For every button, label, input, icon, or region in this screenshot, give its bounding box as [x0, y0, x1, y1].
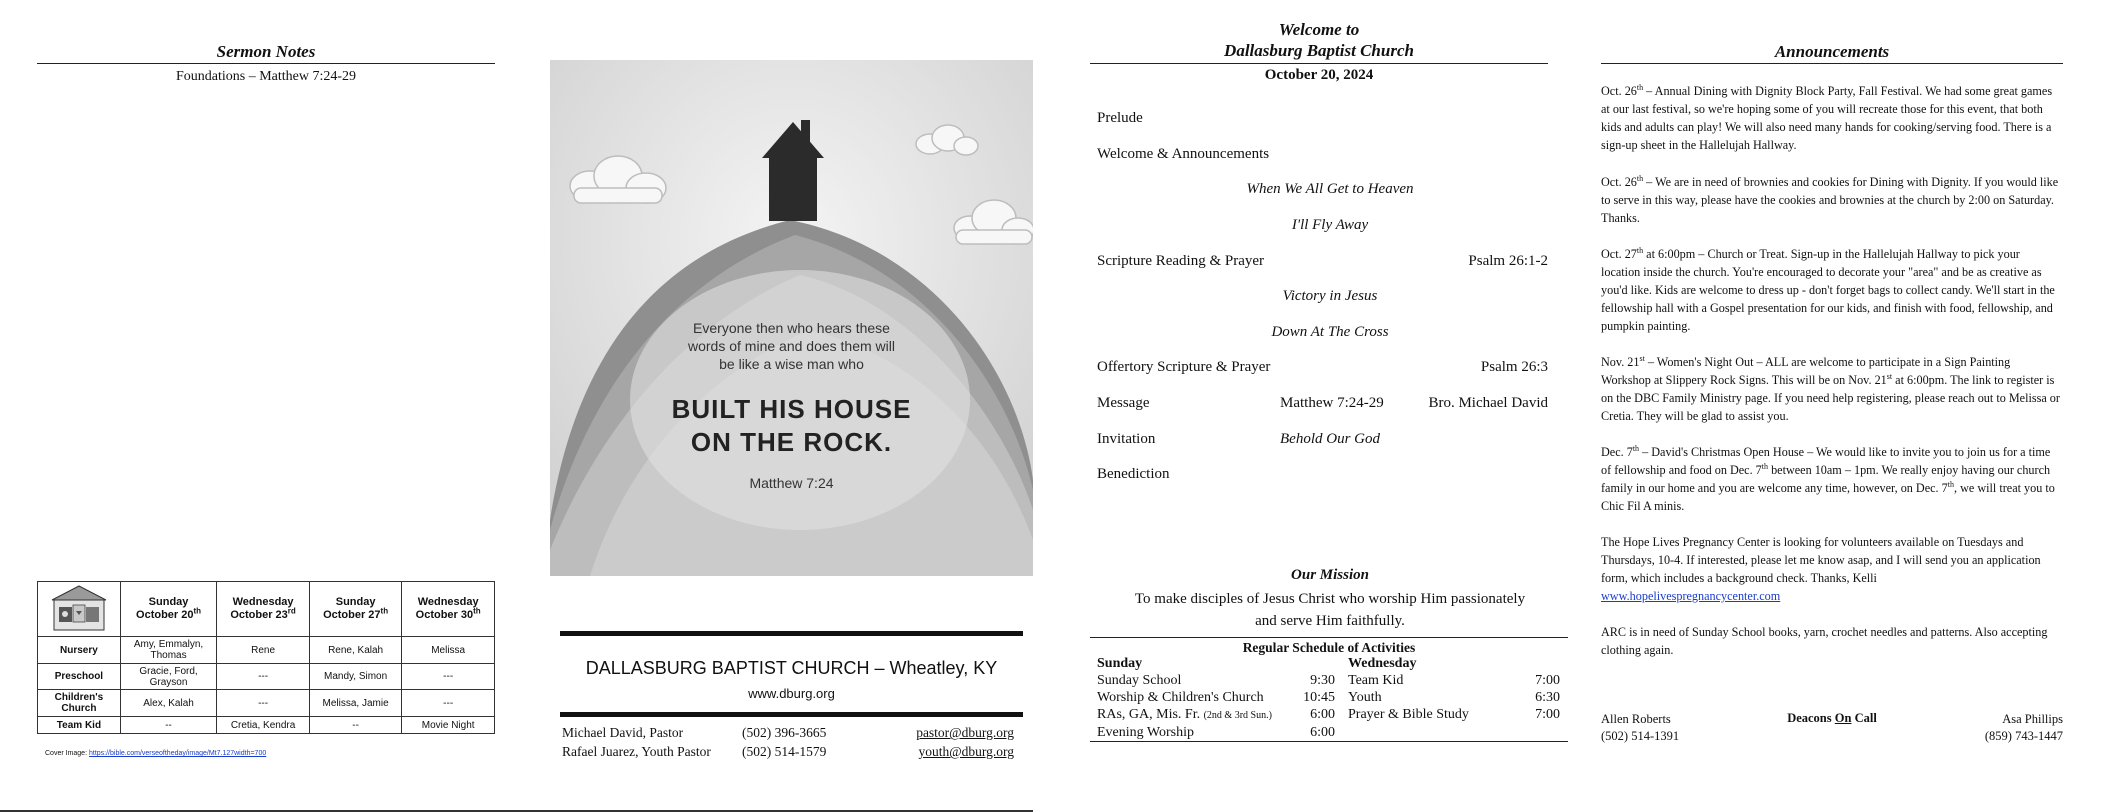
ow-song: Victory in Jesus: [1282, 288, 1378, 304]
sermon-heading-rule: [37, 63, 495, 64]
announcement-item: Oct. 26th – We are in need of brownies and cookies for Dining with Dignity. If you would like to serve in this way, please have the cookies and brownies at the church by 2:00 on Saturday. Thanks.: [1601, 173, 2059, 225]
staff-email[interactable]: pastor@dburg.org: [916, 725, 1014, 740]
volunteer-cell: Rene, Kalah: [309, 637, 401, 664]
volunteer-row-label: Preschool: [38, 664, 121, 690]
church-logo-icon: [46, 582, 112, 632]
volunteer-row-label: Team Kid: [38, 717, 121, 734]
deacon-name: Allen Roberts: [1601, 712, 1671, 726]
volunteer-col-date: October 20th: [136, 606, 202, 621]
ow-benediction: Benediction: [1097, 466, 1170, 482]
schedule-bottom-rule: [1090, 741, 1568, 742]
schedule-wednesday-list: [1348, 672, 1560, 723]
ow-message-ref: Matthew 7:24-29: [1280, 395, 1384, 411]
volunteer-col-day: Sunday: [148, 596, 189, 608]
volunteer-col-day: Wednesday: [417, 596, 479, 608]
volunteer-col-header: [402, 582, 495, 637]
announcements-heading: Announcements: [1774, 42, 1890, 61]
deacons-on-call-title: Deacons On Call: [1787, 711, 1877, 725]
announcements-heading-rule: [1601, 63, 2063, 64]
volunteer-cell: ---: [217, 664, 310, 690]
ow-welcome: Welcome & Announcements: [1097, 146, 1270, 162]
announcement-item: Nov. 21st – Women's Night Out – ALL are welcome to participate in a Sign Painting Workshop at Slippery Rock Signs. This will be on Nov. 21st at 6:00pm. The link to register is on the DBC Family Ministry page. If you need help registering, please reach out to Melissa or Cretia. They will be glad to assist you.: [1601, 353, 2060, 423]
volunteer-cell: Mandy, Simon: [309, 664, 401, 690]
welcome-line: Dallasburg Baptist Church: [1224, 41, 1414, 60]
volunteer-row-label: Children's Church: [38, 690, 121, 717]
volunteer-col-date: October 27th: [323, 606, 389, 621]
staff-name: Michael David, Pastor: [562, 725, 684, 740]
deacon-phone: (859) 743-1447: [1984, 729, 2063, 743]
volunteer-cell: Movie Night: [402, 717, 495, 734]
schedule-wednesday-heading: Wednesday: [1348, 656, 1417, 671]
staff-phone: (502) 396-3665: [742, 725, 827, 740]
volunteer-col-header: [217, 582, 310, 637]
volunteer-row-label: Nursery: [38, 637, 121, 664]
table-row: [38, 664, 495, 690]
church-name: DALLASBURG BAPTIST CHURCH – Wheatley, KY: [585, 658, 998, 678]
staff-name: Rafael Juarez, Youth Pastor: [562, 744, 711, 759]
volunteer-col-day: Wednesday: [232, 596, 294, 608]
volunteer-cell: ---: [402, 664, 495, 690]
cover-credit-link[interactable]: https://bible.com/verseoftheday/image/Mt7.127width=700: [88, 750, 267, 757]
announcement-item: Oct. 27th at 6:00pm – Church or Treat. Sign-up in the Hallelujah Hallway to pick your location inside the church. You're encouraged to decorate your "area" and be as creative as you'd like. Kids are welcome to dress up - don't forget bags to collect candy. We'll start in the fellowship hall with a Gospel presentation for our kids, and finish with food, fellowship, and pumpkin painting.: [1601, 245, 2055, 333]
volunteer-cell: Alex, Kalah: [120, 690, 216, 717]
deacon-name: Asa Phillips: [2002, 712, 2063, 726]
table-row: [38, 717, 495, 734]
ow-message-label: Message: [1097, 395, 1150, 411]
ow-offertory-label: Offertory Scripture & Prayer: [1097, 359, 1271, 375]
cover-verse-line: Everyone then who hears these: [693, 320, 890, 336]
pregnancy-center-link[interactable]: www.hopelivespregnancycenter.com: [1601, 589, 1781, 603]
volunteer-cell: Gracie, Ford, Grayson: [120, 664, 216, 690]
volunteer-cell: --: [309, 717, 401, 734]
schedule-item: Evening Worship 6:00: [1097, 725, 1335, 740]
sermon-notes-heading: Sermon Notes: [216, 42, 316, 61]
volunteer-col-header: [120, 582, 216, 637]
cover-image-credit: Cover Image: https://bible.com/verseoftheday/image/Mt7.127width=700: [45, 750, 267, 757]
volunteer-col-header: [309, 582, 401, 637]
announcement-item: Oct. 26th – Annual Dining with Dignity Block Party, Fall Festival. We had some great games at our last festival, so we're hoping some of you will recreate those for this event, that both kids and adults can play! We will also need many hands for cooking/serving food. There is a sign-up sheet in the Hallelujah Hallway.: [1601, 82, 2053, 152]
schedule-title: Regular Schedule of Activities: [1242, 640, 1416, 655]
mission-line: To make disciples of Jesus Christ who worship Him passionately: [1134, 591, 1526, 607]
deacon-phone: (502) 514-1391: [1601, 729, 1680, 743]
welcome-heading: [1090, 19, 1548, 61]
volunteer-cell: ---: [402, 690, 495, 717]
cover-verse-line: be like a wise man who: [719, 356, 864, 372]
staff-row: [562, 725, 1014, 741]
cover-reference: Matthew 7:24: [749, 475, 834, 491]
volunteer-col-date: October 23rd: [230, 606, 296, 621]
schedule-item: Sunday School 9:30: [1097, 673, 1335, 688]
announcement-item: The Hope Lives Pregnancy Center is looking for volunteers available on Tuesdays and Thursdays, 10-4. If interested, please let me know asap, and I will send you an application form, which includes a background check. Thanks, Kelli www.hopelivespregnancycenter.com: [1601, 535, 2041, 603]
service-date: October 20, 2024: [1264, 67, 1374, 83]
welcome-heading-rule: [1090, 63, 1548, 64]
schedule-item: Youth 6:30: [1348, 690, 1560, 705]
volunteer-cell: ---: [217, 690, 310, 717]
church-info-bottom-rule: [560, 712, 1023, 717]
cover-headline: BUILT HIS HOUSE: [671, 394, 912, 424]
volunteer-col-date: October 30th: [415, 606, 481, 621]
volunteer-cell: Cretia, Kendra: [217, 717, 310, 734]
table-row: [38, 690, 495, 717]
church-website[interactable]: www.dburg.org: [748, 686, 835, 701]
sermon-subtitle: Foundations – Matthew 7:24-29: [175, 69, 357, 84]
schedule-item: Prayer & Bible Study 7:00: [1348, 707, 1560, 722]
staff-phone: (502) 514-1579: [742, 744, 827, 759]
volunteer-cell: Rene: [217, 637, 310, 664]
schedule-item: RAs, GA, Mis. Fr. (2nd & 3rd Sun.) 6:00: [1097, 707, 1335, 722]
cover-image: [550, 60, 1033, 576]
ow-scripture-ref: Psalm 26:1-2: [1468, 253, 1548, 269]
volunteer-table: [37, 581, 495, 734]
schedule-item: Worship & Children's Church 10:45: [1097, 690, 1335, 705]
mission-line: and serve Him faithfully.: [1255, 613, 1405, 629]
staff-row: [562, 744, 1014, 760]
schedule-top-rule: [1090, 637, 1568, 638]
volunteer-cell: Amy, Emmalyn, Thomas: [120, 637, 216, 664]
church-info-top-rule: [560, 631, 1023, 636]
schedule-item: Team Kid 7:00: [1348, 673, 1560, 688]
volunteer-cell: Melissa, Jamie: [309, 690, 401, 717]
ow-song: When We All Get to Heaven: [1246, 181, 1414, 197]
ow-invitation-label: Invitation: [1097, 431, 1156, 447]
ow-song: Down At The Cross: [1271, 324, 1389, 340]
ow-message-speaker: Bro. Michael David: [1428, 395, 1548, 411]
volunteer-cell: --: [120, 717, 216, 734]
cover-verse-line: words of mine and does them will: [688, 338, 895, 354]
announcement-item: Dec. 7th – David's Christmas Open House – We would like to invite you to join us for a time of fellowship and food on Dec. 7th between 10am – 1pm. We really enjoy having our church family in our home and you are welcome any time, however, on Dec. 7th, we will treat you to Chic Fil A minis.: [1601, 443, 2055, 513]
ow-invitation-song: Behold Our God: [1280, 431, 1380, 447]
ow-scripture-label: Scripture Reading & Prayer: [1097, 253, 1265, 269]
schedule-sunday-list: [1097, 672, 1335, 741]
welcome-line: Welcome to: [1278, 20, 1360, 39]
ow-offertory-ref: Psalm 26:3: [1480, 359, 1548, 375]
table-row: [38, 637, 495, 664]
mission-heading: Our Mission: [1291, 567, 1369, 583]
deacon-right: [1801, 711, 2063, 745]
ow-prelude: Prelude: [1097, 110, 1143, 126]
volunteer-col-day: Sunday: [335, 596, 376, 608]
announcement-item: ARC is in need of Sunday School books, yarn, crochet needles and patterns. Also accepting clothing again.: [1601, 625, 2048, 657]
schedule-sunday-heading: Sunday: [1097, 656, 1143, 671]
cover-headline: ON THE ROCK.: [690, 427, 893, 457]
ow-song: I'll Fly Away: [1291, 217, 1369, 233]
volunteer-cell: Melissa: [402, 637, 495, 664]
volunteer-logo-cell: [38, 582, 121, 637]
mission-text: [1090, 588, 1570, 632]
staff-email[interactable]: youth@dburg.org: [918, 744, 1014, 759]
